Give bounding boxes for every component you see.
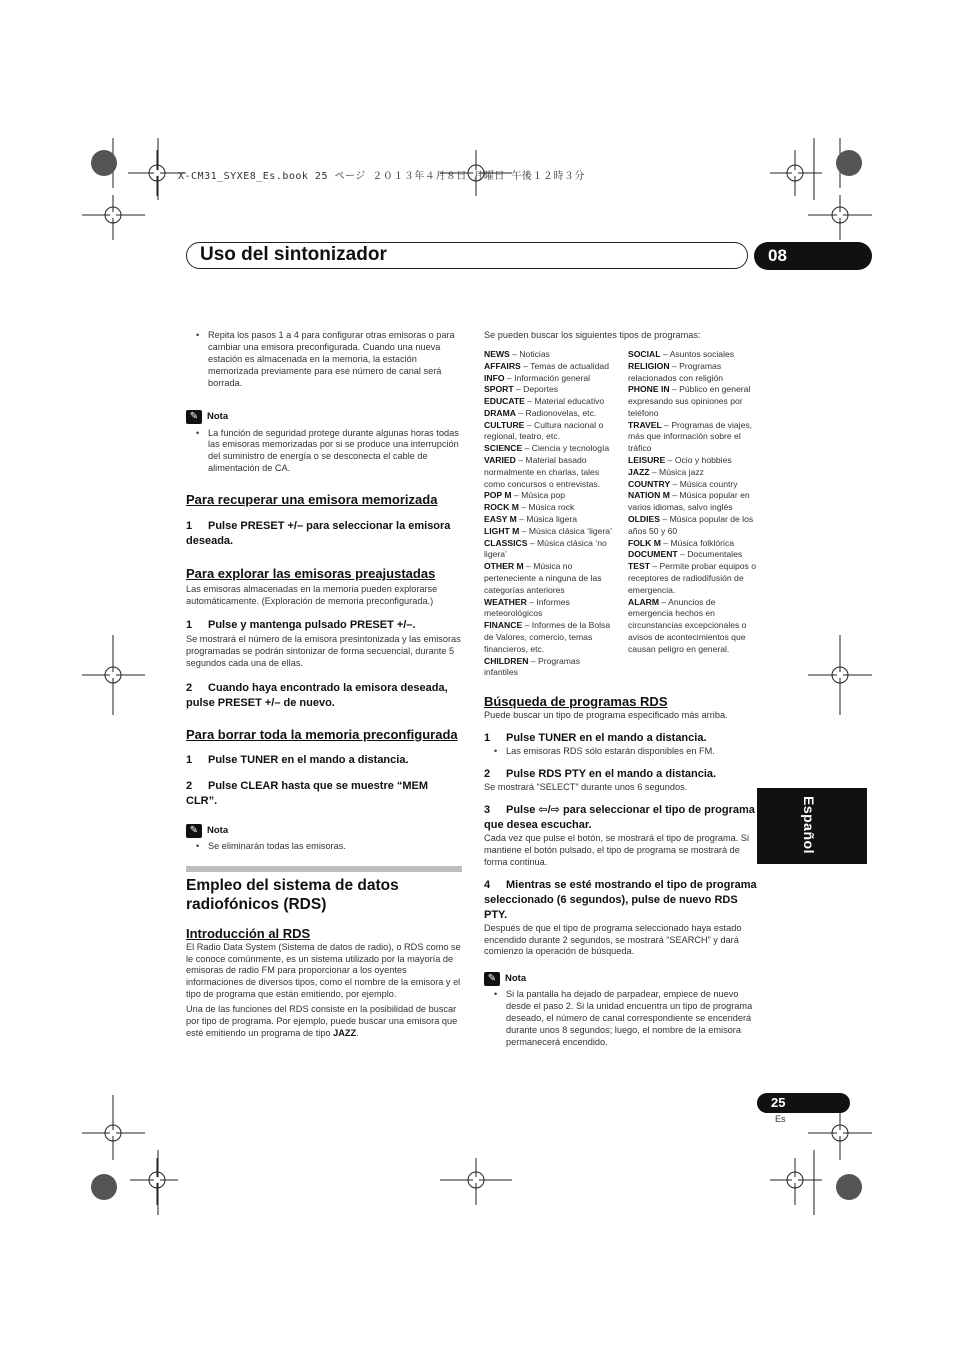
heading-search: Búsqueda de programas RDS bbox=[484, 694, 668, 710]
print-header: X-CM31_SYXE8_Es.book 25 ページ ２０１３年４月８日 月曜日 午後１２時３分 bbox=[178, 171, 585, 182]
program-type-entry: CHILDREN – Programas infantiles bbox=[484, 655, 580, 678]
note-heading: ✎ Nota bbox=[484, 972, 760, 988]
program-type-entry: COUNTRY – Música country bbox=[628, 478, 738, 489]
section-heading-rds: Empleo del sistema de datos radiofónicos (RDS) bbox=[186, 876, 399, 913]
paragraph: Las emisoras almacenadas en la memoria pueden explorarse automáticamente. (Exploración de memoria preconfigurada.) bbox=[186, 584, 438, 607]
program-type-entry: EDUCATE – Material educativo bbox=[484, 396, 605, 407]
program-type-entry: EASY M – Música ligera bbox=[484, 514, 577, 525]
program-type-entry: SOCIAL – Asuntos sociales bbox=[628, 348, 735, 359]
program-types-column bbox=[628, 349, 760, 679]
note-pencil-icon: ✎ bbox=[186, 824, 202, 838]
program-type-entry: FOLK M – Música folklórica bbox=[628, 537, 735, 548]
program-type-entry: JAZZ – Música jazz bbox=[628, 466, 704, 477]
program-type-entry: AFFAIRS – Temas de actualidad bbox=[484, 360, 609, 371]
step: 3 Pulse ⇦/⇨ para seleccionar el tipo de programa que desea escuchar. bbox=[484, 803, 755, 831]
paragraph: Una de las funciones del RDS consiste en la posibilidad de buscar por tipo de programa. Por ejemplo, puede buscar una emisora que esté emitiendo un programa de tipo JAZZ. bbox=[186, 1004, 458, 1038]
heading-clear: Para borrar toda la memoria preconfigurada bbox=[186, 726, 458, 742]
program-type-entry: OLDIES – Música popular de los años 50 y 60 bbox=[628, 514, 754, 536]
paragraph: Cada vez que pulse el botón, se mostrará el tipo de programa. Si mantiene el botón pulsado, el tipo de programa se mostrará de forma continua. bbox=[484, 832, 750, 867]
page-number: 25 bbox=[771, 1095, 786, 1110]
bullet-item: • Las emisoras RDS sólo estarán disponibles en FM. bbox=[494, 746, 715, 757]
heading-recall: Para recuperar una emisora memorizada bbox=[186, 492, 438, 508]
program-type-entry: LIGHT M – Música clásica ‘ligera’ bbox=[484, 525, 612, 536]
program-type-entry: OTHER M – Música no perteneciente a ninguna de las categorías anteriores bbox=[484, 561, 602, 595]
program-type-entry: INFO – Información general bbox=[484, 372, 591, 383]
right-column bbox=[484, 330, 760, 1049]
program-type-entry: TRAVEL – Programas de viajes, más que información sobre el tráfico bbox=[628, 419, 753, 454]
paragraph: El Radio Data System (Sistema de datos de radio), o RDS como se le conoce comúnmente, es un sistema utilizado por la mayoría de emisoras de radio FM para proporcionar a los oyentes informaciones de diversos tipos, como el nombre de la emisora y el tipo de programa que están emitiendo, por ejemplo. bbox=[186, 941, 461, 1000]
step: 1 Pulse TUNER en el mando a distancia. bbox=[186, 753, 409, 766]
paragraph: Se mostrará “SELECT” durante unos 6 segundos. bbox=[484, 782, 688, 793]
left-column bbox=[186, 330, 462, 1040]
note-bullet: • Se eliminarán todas las emisoras. bbox=[196, 840, 346, 851]
program-type-entry: POP M – Música pop bbox=[484, 490, 566, 501]
step: 2 Pulse CLEAR hasta que se muestre “MEM CLR”. bbox=[186, 779, 429, 807]
note-bullet: • La función de seguridad protege durante algunas horas todas las emisoras memorizadas por si se produce una interrupción del suministro de energía o se desconecta el cable de alimentación de CA. bbox=[196, 427, 459, 474]
program-type-entry: SCIENCE – Ciencia y tecnología bbox=[484, 443, 610, 454]
program-type-entry: VARIED – Material basado normalmente en charlas, tales como concursos o entrevistas. bbox=[484, 455, 601, 489]
page-title: Uso del sintonizador bbox=[200, 244, 387, 265]
step: 2 Cuando haya encontrado la emisora deseada, pulse PRESET +/– de nuevo. bbox=[186, 681, 448, 709]
program-types-column bbox=[484, 349, 616, 679]
paragraph: Después de que el tipo de programa seleccionado haya estado encendido durante 2 segundos, se mostrará “SEARCH” y dará comienzo la operación de búsqueda. bbox=[484, 922, 742, 957]
heading-intro: Introducción al RDS bbox=[186, 925, 311, 941]
note-heading: ✎ Nota bbox=[186, 824, 462, 840]
page-lang-code: Es bbox=[775, 1114, 786, 1124]
step: 2 Pulse RDS PTY en el mando a distancia. bbox=[484, 768, 717, 781]
program-type-entry: WEATHER – Informes meteorológicos bbox=[484, 596, 570, 619]
chapter-number: 08 bbox=[768, 246, 787, 265]
program-types-list bbox=[484, 349, 760, 679]
section-divider bbox=[186, 866, 462, 872]
chapter-badge bbox=[754, 242, 872, 270]
step: 1 Pulse PRESET +/– para seleccionar la emisora deseada. bbox=[186, 520, 451, 548]
program-type-entry: CLASSICS – Música clásica ‘no ligera’ bbox=[484, 537, 607, 560]
program-type-entry: SPORT – Deportes bbox=[484, 384, 559, 395]
language-label: Español bbox=[801, 796, 817, 854]
page-badge bbox=[757, 1093, 850, 1113]
program-type-entry: PHONE IN – Público en general expresando sus opiniones por teléfono bbox=[628, 384, 751, 418]
program-type-entry: TEST – Permite probar equipos o receptores de radiodifusión de emergencia. bbox=[628, 561, 757, 595]
paragraph: Se mostrará el número de la emisora presintonizada y las emisoras programadas se podrán sintonizar de forma secuencial, durante 5 segundos cada una de ellas. bbox=[186, 633, 461, 668]
note-pencil-icon: ✎ bbox=[484, 972, 500, 986]
program-type-entry: NATION M – Música popular en varios idiomas, salvo inglés bbox=[628, 490, 750, 513]
program-type-entry: ALARM – Anuncios de emergencia hechos en circunstancias excepcionales o avisos de acontecimientos que causan peligro en general. bbox=[628, 596, 747, 654]
step: 4 Mientras se esté mostrando el tipo de programa seleccionado (6 segundos), pulse de nuevo RDS PTY. bbox=[484, 878, 757, 921]
step: 1 Pulse TUNER en el mando a distancia. bbox=[484, 732, 707, 745]
note-pencil-icon: ✎ bbox=[186, 410, 202, 424]
program-type-entry: LEISURE – Ocio y hobbies bbox=[628, 455, 732, 466]
program-type-entry: FINANCE – Informes de la Bolsa de Valores, comercio, temas financieros, etc. bbox=[484, 620, 611, 654]
program-type-entry: DOCUMENT – Documentales bbox=[628, 549, 743, 560]
program-type-entry: CULTURE – Cultura nacional o regional, teatro, etc. bbox=[484, 419, 604, 442]
program-type-entry: ROCK M – Música rock bbox=[484, 502, 575, 513]
bullet-item: • Repita los pasos 1 a 4 para configurar otras emisoras o para cambiar una emisora preconfigurada. Cuando una nueva estación es almacenada en la memoria, la estación memorizada previamente para ese número de canal será borrada. bbox=[196, 330, 455, 388]
heading-explore: Para explorar las emisoras preajustadas bbox=[186, 566, 436, 582]
program-type-entry: DRAMA – Radionovelas, etc. bbox=[484, 407, 597, 418]
step: 1 Pulse y mantenga pulsado PRESET +/–. bbox=[186, 618, 416, 631]
program-type-entry: NEWS – Noticias bbox=[484, 348, 550, 359]
program-type-entry: RELIGION – Programas relacionados con religión bbox=[628, 360, 724, 383]
note-heading: ✎ Nota bbox=[186, 410, 462, 426]
paragraph: Puede buscar un tipo de programa especificado más arriba. bbox=[484, 710, 728, 721]
paragraph: Se pueden buscar los siguientes tipos de programas: bbox=[484, 330, 701, 340]
language-tab bbox=[757, 788, 867, 864]
note-bullet: • Si la pantalla ha dejado de parpadear, empiece de nuevo desde el paso 2. Si la unidad encuentra un tipo de programa deseado, el número de canal correspondiente se encenderá durante unos 8 segundos; luego, el nombre de la emisora permanecerá encendido. bbox=[494, 989, 753, 1047]
